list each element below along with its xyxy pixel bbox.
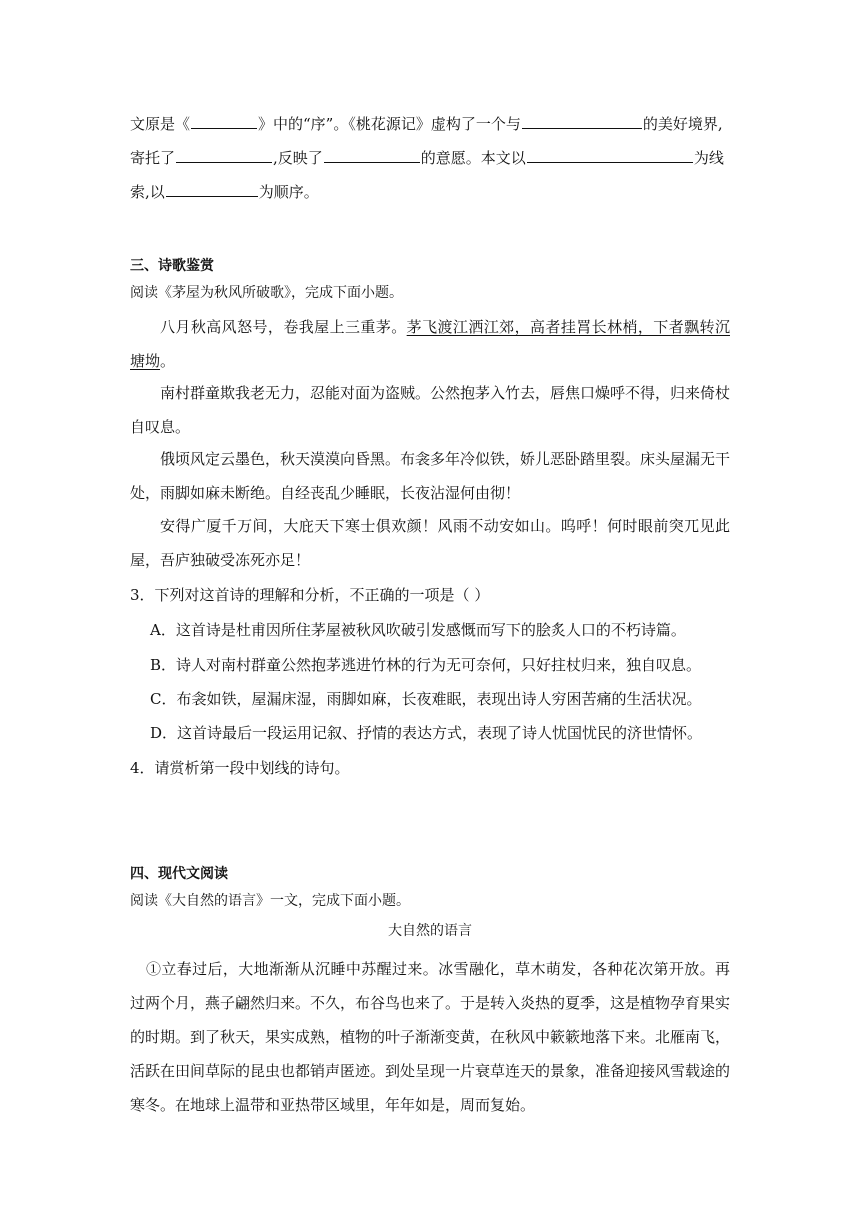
text: 》中的“序”。《桃花源记》虚构了一个与 <box>258 115 521 133</box>
poem-stanza-3: 俄顷风定云墨色，秋天漠漠向昏黑。布衾多年冷似铁，娇儿恶卧踏里裂。床头屋漏无干处，雨脚如麻未断绝。自经丧乱少睡眠，长夜沾湿何由彻！ <box>130 450 731 502</box>
text: 寄托了 <box>130 149 176 167</box>
poem-stanza-1 <box>130 310 730 378</box>
section-heading: 三、诗歌鉴赏 <box>130 258 214 274</box>
answer-blank[interactable] <box>191 112 257 129</box>
underlined-verse: 茅飞渡江洒江郊，高者挂罥长林梢，下者飘转沉塘坳 <box>130 318 730 370</box>
option-c[interactable]: C．布衾如铁，屋漏床湿，雨脚如麻，长夜难眠，表现出诗人穷困苦痛的生活状况。 <box>150 690 702 708</box>
section-heading: 四、现代文阅读 <box>130 866 228 882</box>
option-b[interactable]: B．诗人对南村群童公然抱茅逃进竹林的行为无可奈何，只好拄杖归来，独自叹息。 <box>150 656 702 674</box>
answer-blank[interactable] <box>166 180 258 197</box>
text: 的意愿。本文以 <box>420 149 526 167</box>
text: 文原是《 <box>130 115 191 133</box>
text: 的美好境界, <box>642 115 723 133</box>
answer-blank[interactable] <box>527 146 693 163</box>
article-paragraph-1: ①立春过后，大地渐渐从沉睡中苏醒过来。冰雪融化，草木萌发，各种花次第开放。再过两个月，燕子翩然归来。不久，布谷鸟也来了。于是转入炎热的夏季，这是植物孕育果实的时期。到了秋天，果实成熟，植物的叶子渐渐变黄，在秋风中簌簌地落下来。北雁南飞，活跃在田间草际的昆虫也都销声匿迹。到处呈现一片衰草连天的景象，准备迎接风雪载途的寒冬。在地球上温带和亚热带区域里，年年如是，周而复始。 <box>130 960 731 1114</box>
answer-blank[interactable] <box>324 146 420 163</box>
text: 八月秋高风怒号，卷我屋上三重茅。 <box>160 318 407 336</box>
fill-in-line-1 <box>130 112 723 134</box>
option-d[interactable]: D．这首诗最后一段运用记叙、抒情的表达方式，表现了诗人忧国忧民的济世情怀。 <box>150 724 703 742</box>
article-title: 大自然的语言 <box>388 923 472 939</box>
section-intro: 阅读《茅屋为秋风所破歌》，完成下面小题。 <box>130 285 403 301</box>
poem-stanza-2: 南村群童欺我老无力，忍能对面为盗贼。公然抱茅入竹去，唇焦口燥呼不得，归来倚杖自叹息。 <box>130 384 731 436</box>
fill-in-line-3 <box>130 180 319 202</box>
question-4: 4．请赏析第一段中划线的诗句。 <box>130 759 350 777</box>
fill-in-line-2 <box>130 146 724 168</box>
poem-stanza-4: 安得广厦千万间，大庇天下寒士俱欢颜！风雨不动安如山。呜呼！何时眼前突兀见此屋，吾庐独破受冻死亦足！ <box>130 517 730 569</box>
text: ,反映了 <box>273 149 323 167</box>
text: 。 <box>160 352 176 370</box>
answer-blank[interactable] <box>176 146 272 163</box>
section-intro: 阅读《大自然的语言》一文，完成下面小题。 <box>130 893 410 909</box>
text: 为线 <box>693 149 724 167</box>
text: 索,以 <box>130 183 165 201</box>
option-a[interactable]: A．这首诗是杜甫因所住茅屋被秋风吹破引发感慨而写下的脍炙人口的不朽诗篇。 <box>150 621 686 639</box>
text: 为顺序。 <box>258 183 319 201</box>
question-3: 3．下列对这首诗的理解和分析，不正确的一项是（ ） <box>130 586 490 604</box>
answer-blank[interactable] <box>522 112 642 129</box>
